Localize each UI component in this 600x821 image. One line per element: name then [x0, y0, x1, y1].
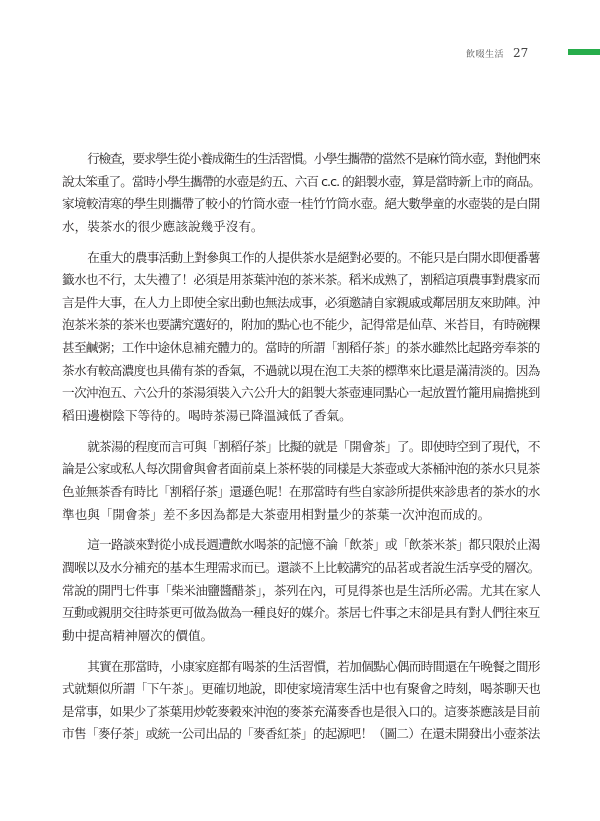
text-line: 潤喉以及水分補充的基本生理需求而已。還談不上比較講究的品茗或者說生活享受的層次。 — [62, 559, 540, 575]
accent-bar — [568, 49, 600, 55]
text-line: 泡茶米茶的茶米也要講究選好的，附加的點心也不能少，記得常是仙草、米苔目，有時碗粿 — [62, 317, 540, 333]
text-line: 在重大的農事活動上對參與工作的人提供茶水是絕對必要的。不能只是白開水即便番薯 — [87, 249, 540, 265]
running-header — [466, 46, 528, 62]
text-line: 其實在那當時，小康家庭都有喝茶的生活習慣，若加個點心偶而時間還在午晚餐之間形 — [87, 658, 540, 674]
paragraph — [62, 436, 540, 526]
text-line: 行檢查，要求學生從小養成衛生的生活習慣。小學生攜帶的當然不是麻竹筒水壺，對他們來 — [87, 151, 540, 166]
page-number: 27 — [513, 46, 529, 60]
text-line: 市售「麥仔茶」或統一公司出品的「麥香紅茶」的起源吧！（圖二）在還未開發出小壺茶法 — [62, 726, 540, 742]
text-line: 水，裝茶水的很少應該說幾乎沒有。 — [62, 218, 264, 234]
text-line: 式就類似所謂「下午茶」。更確切地說，即使家境清寒生活中也有聚會之時刻，喝茶聊天也 — [62, 681, 540, 697]
text-line: 準也與「開會茶」差不多因為都是大茶壺用相對量少的茶葉一次沖泡而成的。 — [62, 506, 491, 522]
article-body — [62, 148, 540, 754]
text-line: 互動或親朋交往時茶更可做為做為一種良好的媒介。茶居七件事之末卻是具有對人們往來互 — [62, 605, 540, 621]
text-line: 動中提高精神層次的價值。 — [62, 627, 214, 643]
paragraph — [62, 656, 540, 746]
text-line: 這一路談來對從小成長週遭飲水喝茶的記憶不論「飲茶」或「飲茶米茶」都只限於止渴 — [87, 537, 540, 553]
text-line: 說太笨重了。當時小學生攜帶的水壺是約五、六百 c.c. 的鋁製水壺，算是當時新上市的商品。 — [62, 173, 540, 189]
text-line: 籤水也不行，太失禮了！必須是用茶葉沖泡的茶米茶。稻米成熟了，割稻這項農事對農家而 — [62, 272, 540, 288]
text-line: 甚至鹹粥；工作中途休息補充體力的。當時的所謂「割稻仔茶」的茶水雖然比起路旁奉茶的 — [62, 340, 540, 356]
text-line: 是常事，如果少了茶葉用炒乾麥穀來沖泡的麥茶充滿麥香也是很入口的。這麥茶應該是目前 — [62, 703, 540, 719]
text-line: 茶水有較高濃度也具備有茶的香氣，不過就以現在泡工夫茶的標準來比還是滿清淡的。因為 — [62, 362, 540, 378]
text-line: 一次沖泡五、六公升的茶湯須裝入六公升大的鋁製大茶壺連同點心一起放置竹籠用扁擔挑到 — [62, 385, 540, 401]
paragraph — [62, 148, 540, 238]
text-line: 稻田邊樹陰下等待的。喝時茶湯已降溫減低了香氣。 — [62, 407, 352, 423]
text-line: 家境較清寒的學生則攜帶了較小的竹筒水壺一桂竹竹筒水壺。絕大數學童的水壺裝的是白開 — [62, 196, 540, 212]
text-line: 色並無茶香有時比「割稻仔茶」還遜色呢！在那當時有些自家診所提供來診患者的茶水的水 — [62, 483, 540, 499]
paragraph — [62, 247, 540, 428]
text-line: 常說的開門七件事「柴米油鹽醬醋茶」，茶列在內，可見得茶也是生活所必需。尤其在家人 — [62, 582, 540, 598]
text-line: 言是件大事，在人力上即使全家出動也無法成事，必須邀請自家親戚或鄰居朋友來助陣。沖 — [62, 294, 540, 310]
text-line: 就茶湯的程度而言可與「割稻仔茶」比擬的就是「開會茶」了。即使時空到了現代，不 — [87, 438, 540, 454]
section-title: 飲啜生活 — [466, 50, 505, 60]
text-line: 論是公家或私人每次開會與會者面前桌上茶杯裝的同樣是大茶壺或大茶桶沖泡的茶水只見茶 — [62, 461, 540, 477]
paragraph — [62, 534, 540, 647]
